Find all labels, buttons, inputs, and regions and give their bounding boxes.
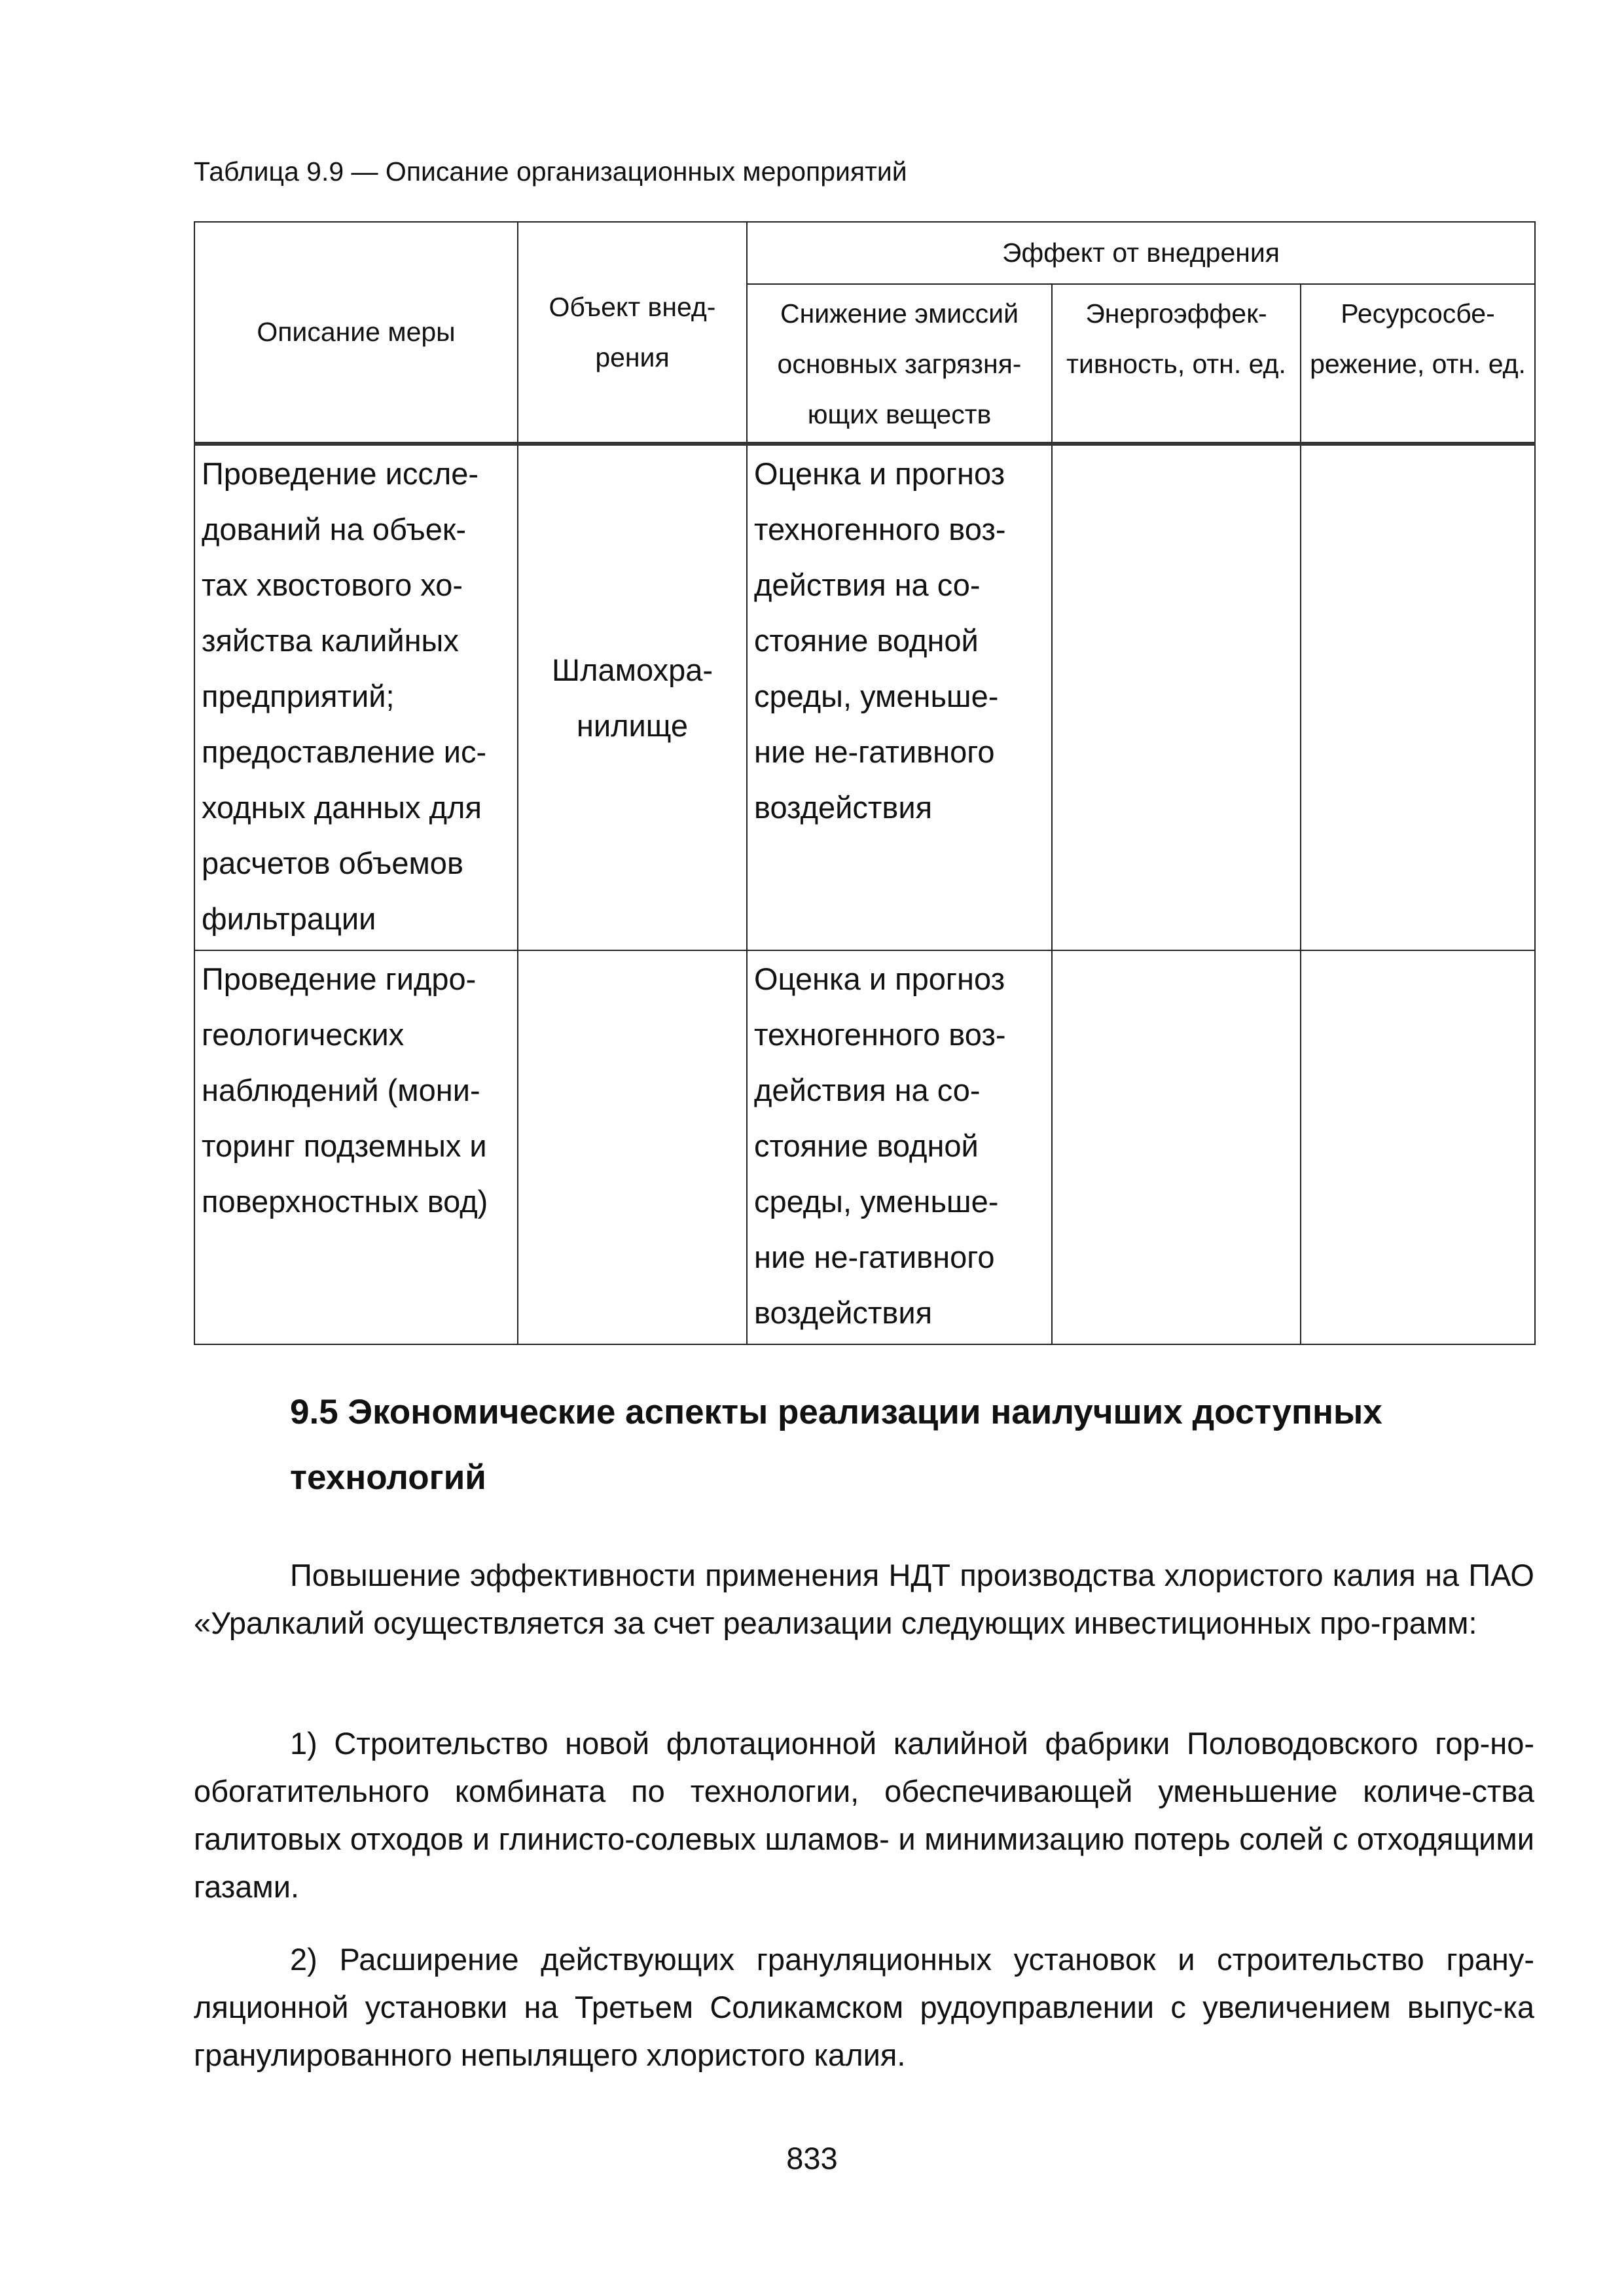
cell-resource [1301,444,1535,950]
cell-emission: Оценка и прогноз техногенного воз-действия на со-стояние водной среды, уменьше-ние не-гативного воздействия [747,950,1052,1344]
paragraph-item-1: 1) Строительство новой флотационной калийной фабрики Половодовского гор-но-обогатительного комбината по технологии, обеспечивающей уменьшение количе-ства галитовых отходов и глинисто-солевых шламов- и минимизацию потерь солей с отходящими газами. [194,1726,1534,1904]
paragraph-intro: Повышение эффективности применения НДТ производства хлористого калия на ПАО «Уралкалий осуществляется за счет реализации следующих инвестиционных про-грамм: [194,1558,1534,1640]
table-row [194,950,1535,1344]
table-caption: Таблица 9.9 — Описание организационных мероприятий [194,156,907,187]
measures-table [194,221,1536,1345]
table-row [194,444,1535,950]
cell-measure: Проведение иссле-дований на объек-тах хвостового хо-зяйства калийных предприятий; предоставление ис-ходных данных для расчетов объемов фильтрации [194,444,518,950]
header-object: Объект внед-рения [518,222,747,444]
cell-resource [1301,950,1535,1344]
paragraph-item-2: 2) Расширение действующих грануляционных установок и строительство грану-ляционной установки на Третьем Соликамском рудоуправлении с увеличением выпус-ка гранулированного непылящего хлористого калия. [194,1942,1534,2072]
cell-energy [1052,950,1301,1344]
header-measure: Описание меры [194,222,518,444]
section-heading: 9.5 Экономические аспекты реализации наилучших доступных технологий [290,1393,1382,1497]
cell-object [518,950,747,1344]
header-emission: Снижение эмиссий основных загрязня-ющих веществ [747,284,1052,444]
header-effect-group: Эффект от внедрения [747,222,1535,284]
header-resource: Ресурсосбе-режение, отн. ед. [1301,284,1535,444]
cell-object: Шламохра-нилище [518,444,747,950]
cell-emission: Оценка и прогноз техногенного воз-действия на со-стояние водной среды, уменьше-ние не-гативного воздействия [747,444,1052,950]
header-energy: Энергоэффек-тивность, отн. ед. [1052,284,1301,444]
cell-energy [1052,444,1301,950]
page-number: 833 [786,2141,838,2176]
cell-measure: Проведение гидро-геологических наблюдений (мони-торинг подземных и поверхностных вод) [194,950,518,1344]
